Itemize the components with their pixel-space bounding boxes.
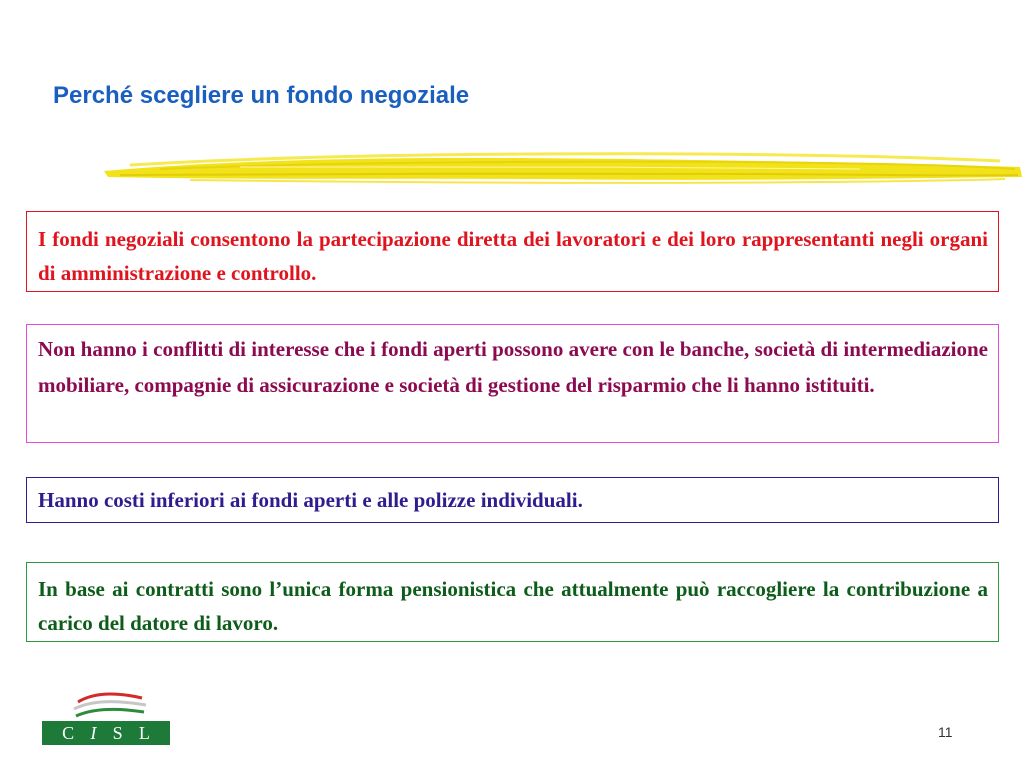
info-box-conflicts: [26, 324, 999, 443]
info-box-participation: [26, 211, 999, 292]
logo-letter-l: L: [138, 723, 150, 743]
page-number: 11: [938, 724, 953, 740]
info-box-contributions: [26, 562, 999, 642]
yellow-brush-stroke: [100, 147, 1024, 189]
logo-wave-green: [76, 709, 144, 716]
info-box-text: I fondi negoziali consentono la partecipazione diretta dei lavoratori e dei loro rappresentanti negli organi di amministrazione e controllo.: [38, 227, 988, 285]
logo-wave-grey: [74, 702, 146, 709]
slide-title: Perché scegliere un fondo negoziale: [53, 82, 470, 109]
info-box-costs: [26, 477, 999, 523]
cisl-logo: [42, 690, 172, 746]
logo-waves-icon: [70, 690, 150, 720]
logo-letter-s: S: [112, 723, 123, 743]
logo-letter-i: I: [90, 723, 97, 743]
logo-plate: [42, 721, 170, 745]
info-box-text: Hanno costi inferiori ai fondi aperti e alle polizze individuali.: [38, 488, 583, 512]
logo-letter-c: C: [62, 723, 75, 743]
brush-streak-bottom: [190, 179, 1005, 183]
info-box-text: Non hanno i conflitti di interesse che i fondi aperti possono avere con le banche, società di intermediazione mobiliare, compagnie di assicurazione e società di gestione del risparmio che li hanno istituiti.: [38, 337, 988, 397]
info-box-text: In base ai contratti sono l’unica forma pensionistica che attualmente può raccogliere la contribuzione a carico del datore di lavoro.: [38, 577, 988, 635]
